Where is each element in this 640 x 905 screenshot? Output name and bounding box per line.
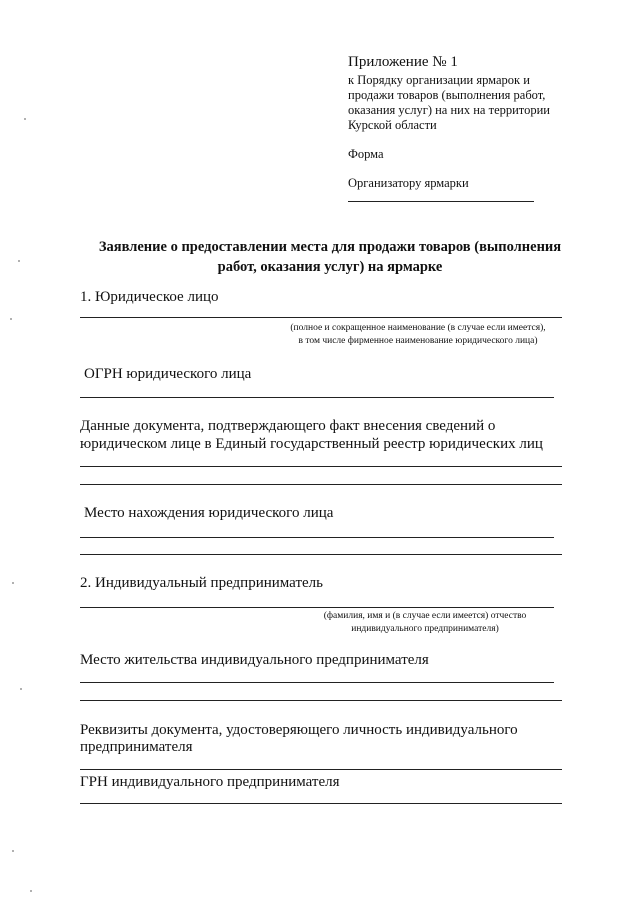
appendix-line-1: к Порядку организации ярмарок и [348, 73, 530, 87]
residence-label: Место жительства индивидуального предпринимателя [80, 652, 429, 668]
id-doc-line-1: Реквизиты документа, удостоверяющего личность индивидуального [80, 722, 518, 738]
form-label: Форма [348, 147, 384, 161]
grn-label: ГРН индивидуального предпринимателя [80, 774, 340, 790]
legal-entity-name-line[interactable] [80, 317, 562, 318]
section1-heading: 1. Юридическое лицо [80, 289, 219, 305]
entrepreneur-name-line[interactable] [80, 607, 554, 608]
egrul-doc-line-2: юридическом лице в Единый государственный реестр юридических лиц [80, 436, 543, 452]
ogrn-input-line[interactable] [80, 397, 554, 398]
scan-speck [24, 118, 26, 120]
egrul-doc-line-1: Данные документа, подтверждающего факт внесения сведений о [80, 418, 496, 434]
appendix-line-2: продажи товаров (выполнения работ, [348, 88, 546, 102]
grn-input-line[interactable] [80, 803, 562, 804]
ogrn-label: ОГРН юридического лица [84, 366, 252, 382]
location-input-line-2[interactable] [80, 554, 562, 555]
location-input-line-1[interactable] [80, 537, 554, 538]
entrepreneur-name-note [290, 610, 560, 636]
scan-speck [18, 260, 20, 262]
note-line-1: (фамилия, имя и (в случае если имеется) отчество [323, 611, 527, 621]
title-line-2: работ, оказания услуг) на ярмарке [217, 259, 443, 275]
note-line-2: в том числе фирменное наименование юридического лица) [298, 336, 538, 346]
scan-speck [12, 850, 14, 852]
appendix-line-3: оказания услуг) на них на территории [348, 103, 550, 117]
egrul-doc-input-line-1[interactable] [80, 466, 562, 467]
note-line-2: индивидуального предпринимателя) [351, 624, 499, 634]
id-doc-input-line[interactable] [80, 769, 562, 770]
scan-speck [12, 582, 14, 584]
document-title [60, 237, 600, 277]
appendix-line-4: Курской области [348, 118, 437, 132]
recipient-input-line[interactable] [348, 201, 534, 202]
section2-heading: 2. Индивидуальный предприниматель [80, 575, 323, 591]
id-doc-line-2: предпринимателя [80, 739, 193, 755]
location-label: Место нахождения юридического лица [84, 505, 334, 521]
residence-input-line-1[interactable] [80, 682, 554, 683]
title-line-1: Заявление о предоставлении места для продажи товаров (выполнения [98, 239, 562, 255]
scan-speck [30, 890, 32, 892]
appendix-title: Приложение № 1 [348, 54, 458, 70]
recipient-label: Организатору ярмарки [348, 176, 469, 190]
scan-speck [10, 318, 12, 320]
scan-speck [20, 688, 22, 690]
note-line-1: (полное и сокращенное наименование (в случае если имеется), [290, 323, 546, 333]
egrul-doc-input-line-2[interactable] [80, 484, 562, 485]
legal-entity-name-note [268, 322, 568, 348]
residence-input-line-2[interactable] [80, 700, 562, 701]
